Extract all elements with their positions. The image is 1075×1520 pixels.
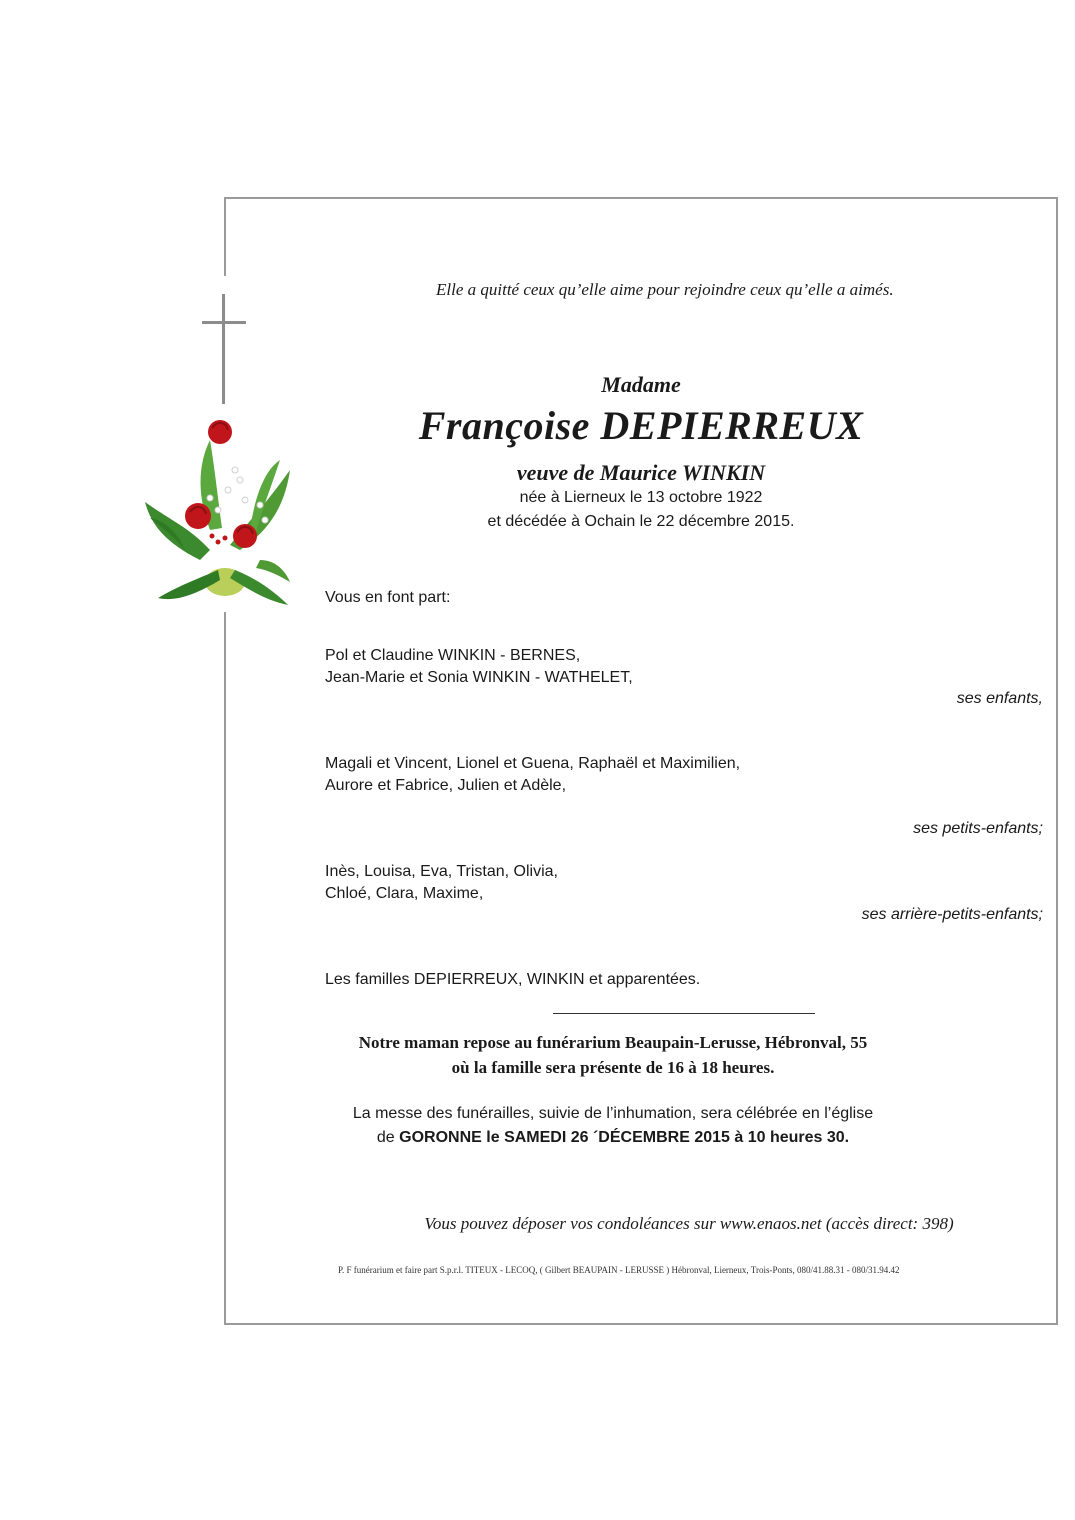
footer-undertaker: P. F funérarium et faire part S.p.r.l. TITEUX - LECOQ, ( Gilbert BEAUPAIN - LERUSSE ) Hébronval, Lierneux, Trois-Ponts, 080/41.88.31 - 080/31.94.42 (338, 1265, 900, 1275)
title-madame: Madame (601, 372, 681, 397)
grandchildren-line-1: Magali et Vincent, Lionel et Guena, Raphaël et Maximilien, (325, 755, 741, 772)
notice-line-1: Notre maman repose au funérarium Beaupain-Lerusse, Hébronval, 55 (358, 1033, 868, 1052)
announce-intro: Vous en font part: (325, 589, 451, 606)
frame-left-border-lower (224, 612, 226, 1325)
grandchildren-line-2: Aurore et Fabrice, Julien et Adèle, (325, 777, 567, 794)
header-quote: Elle a quitté ceux qu’elle aime pour rejoindre ceux qu’elle a aimés. (436, 280, 894, 299)
deceased-name: Françoise DEPIERREUX (418, 403, 864, 448)
role-children: ses enfants, (956, 690, 1043, 707)
separator-line (553, 1013, 815, 1014)
great-grandchildren-line-1: Inès, Louisa, Eva, Tristan, Olivia, (325, 863, 558, 880)
frame-left-border-upper (224, 197, 226, 276)
mass-line-2-prefix: de (376, 1129, 400, 1146)
role-great-grandchildren: ses arrière-petits-enfants; (861, 906, 1043, 923)
mass-line-2 (196, 1129, 1030, 1147)
mass-line-2-details: GORONNE le SAMEDI 26 ´DÉCEMBRE 2015 à 10 heures 30. (399, 1129, 850, 1146)
children-line-1: Pol et Claudine WINKIN - BERNES, (325, 647, 581, 664)
birth-line: née à Lierneux le 13 octobre 1922 (519, 489, 763, 506)
great-grandchildren-line-2: Chloé, Clara, Maxime, (325, 885, 484, 902)
death-line: et décédée à Ochain le 22 décembre 2015. (487, 513, 795, 530)
role-grandchildren: ses petits-enfants; (913, 820, 1043, 837)
notice-line-2: où la famille sera présente de 16 à 18 heures. (451, 1058, 775, 1077)
frame-bottom-border (224, 1323, 1058, 1325)
families-line: Les familles DEPIERREUX, WINKIN et apparentées. (325, 971, 701, 988)
condolences-line: Vous pouvez déposer vos condoléances sur www.enaos.net (accès direct: 398) (424, 1214, 954, 1233)
mass-line-1: La messe des funérailles, suivie de l’inhumation, sera célébrée en l’église (352, 1105, 874, 1122)
children-line-2: Jean-Marie et Sonia WINKIN - WATHELET, (325, 669, 633, 686)
frame-top-border (224, 197, 1058, 199)
frame-right-border (1056, 197, 1058, 1325)
spouse-line: veuve de Maurice WINKIN (516, 460, 766, 485)
